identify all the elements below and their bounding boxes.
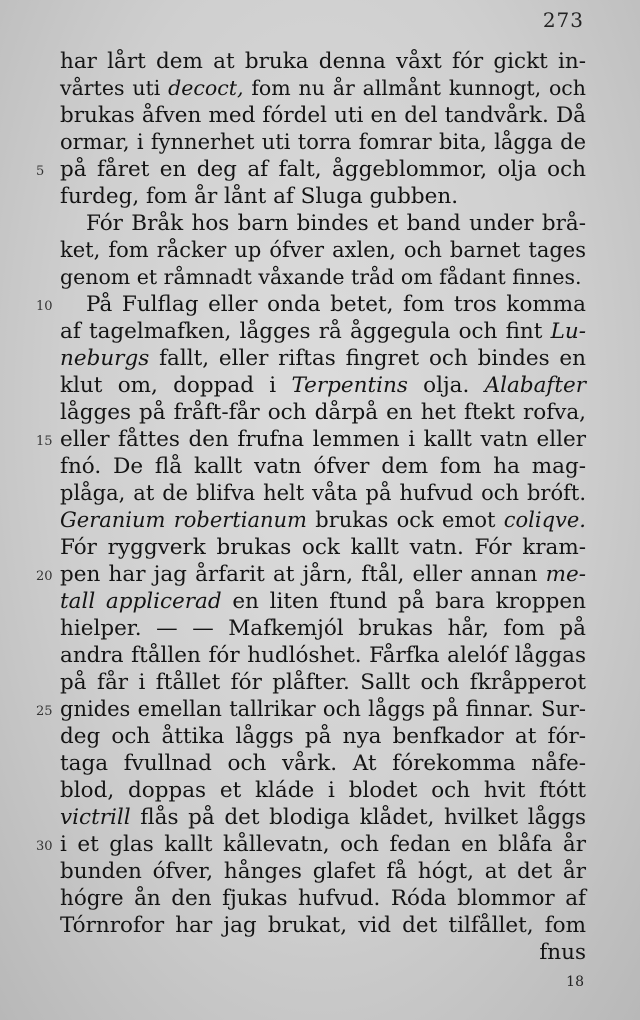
text-line [60,453,586,480]
line-text: fnus [539,940,586,965]
text-line [60,129,586,156]
italic-text: Alabafter [484,373,587,398]
text-line [60,642,586,669]
text-line [60,318,586,345]
text-line [60,372,586,399]
text-line [60,183,586,210]
line-number: 25 [36,704,53,719]
italic-text: tall applicerad [60,589,222,614]
line-number: 30 [36,839,53,854]
text-line [60,399,586,426]
text-line [60,264,586,291]
text-line [60,723,586,750]
text-line [60,615,586,642]
italic-text: Lu- [550,319,586,344]
text-line [60,210,586,237]
line-text: deg och åttika låggs på nya benfkador at fór- [60,724,586,749]
line-text: På Fulflag eller onda betet, fom tros komma [86,292,586,317]
line-text: klut om, doppad i [60,373,292,398]
line-text: taga fvullnad och vårk. At fórekomma nåfe- [60,751,586,776]
text-line [36,831,586,858]
text-line [60,858,586,885]
line-text: ket, fom råcker up ófver axlen, och barnet tages [60,238,586,262]
text-line [60,345,586,372]
text-line [60,102,586,129]
text-line [36,291,586,318]
text-line [60,588,586,615]
line-text: pen har jag årfarit at jårn, ftål, eller annan [60,562,546,587]
line-number: 5 [36,164,45,179]
line-text: ormar, i fynnerhet uti torra fomrar bita, lågga de [60,130,586,154]
line-text: på fåret en deg af falt, åggeblommor, olja och [60,157,586,182]
line-number: 20 [36,569,53,584]
line-text: furdeg, fom år lånt af Sluga gubben. [60,184,459,209]
text-line [60,534,586,561]
line-text: på får i ftållet fór plåfter. Sallt och fkråpperot [60,670,586,695]
italic-text: coliqve. [503,508,586,532]
italic-text: decoct, [168,76,244,100]
line-text: brukas ock emot [306,508,504,532]
italic-text: Geranium robertianum [60,508,307,532]
line-number: 15 [36,434,53,449]
line-text: bunden ófver, hånges glafet få hógt, at det år [60,859,586,884]
text-line [36,426,586,453]
line-text: gnides emellan tallrikar och låggs på finnar. Sur- [60,697,586,721]
line-text: eller fåttes den frufna lemmen i kallt vatn eller [60,427,586,452]
line-text: olja. [407,373,485,398]
line-text: fom nu år allmånt kunnogt, och [243,76,586,100]
text-line [36,696,586,723]
line-text: lågges på fråft-får och dårpå en het ftekt rofva, [60,400,586,425]
signature-mark: 18 [566,974,584,990]
line-text: plåga, at de blifva helt våta på hufvud och bróft. [60,481,586,505]
line-text: andra ftållen fór hudlóshet. Fårfka alelóf låggas [60,643,586,668]
text-line [36,561,586,588]
text-line [60,912,586,939]
text-line [60,939,586,966]
line-text: har lårt dem at bruka denna våxt fór gickt in- [60,49,586,74]
text-line [60,804,586,831]
text-line [60,669,586,696]
line-text: genom et råmnadt våxande tråd om fådant finnes. [60,265,582,289]
text-line [60,885,586,912]
text-line [60,750,586,777]
line-text: i et glas kallt kållevatn, och fedan en blåfa år [60,832,586,857]
text-line [60,48,586,75]
body-text [36,48,587,966]
line-text: blod, doppas et kláde i blodet och hvit ftótt [60,778,586,803]
italic-text: me- [545,562,586,587]
text-line [60,237,586,264]
line-text: fallt, eller riftas fingret och bindes en [149,346,586,371]
text-line [60,480,586,507]
italic-text: Terpentins [291,373,408,398]
line-text: brukas åfven med fórdel uti en del tandvårk. Då [60,103,586,128]
italic-text: neburgs [60,346,150,371]
line-text: fnó. De flå kallt vatn ófver dem fom ha mag- [60,454,586,479]
text-line [60,777,586,804]
text-line [36,156,586,183]
line-text: flås på det blodiga klådet, hvilket låggs [130,805,586,830]
line-text: en liten ftund på bara kroppen [221,589,587,614]
line-text: vårtes uti [60,76,169,100]
text-line [60,507,586,534]
line-text: Fór ryggverk brukas ock kallt vatn. Fór kram- [60,535,586,560]
text-line [60,75,586,102]
line-text: Tórnrofor har jag brukat, vid det tilfållet, fom [60,913,586,938]
line-text: hielper. — — Mafkemjól brukas hår, fom på [60,616,586,641]
page-number: 273 [542,8,584,32]
line-text: Fór Bråk hos barn bindes et band under brå- [86,211,586,236]
italic-text: victrill [60,805,131,830]
line-text: hógre ån den fjukas hufvud. Róda blommor af [60,886,586,911]
line-text: af tagelmafken, lågges rå åggegula och fint [60,319,551,344]
line-number: 10 [36,299,53,314]
